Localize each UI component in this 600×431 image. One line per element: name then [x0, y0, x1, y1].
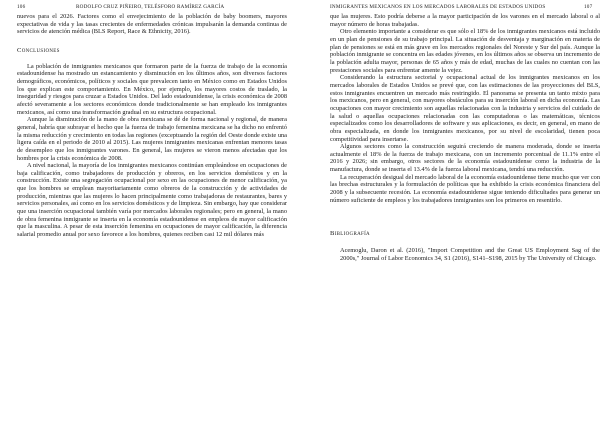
paragraph: Aunque la disminución de la mano de obra mexicana se dé de forma nacional y regional, de manera general, habría que subrayar el hecho que la fuerza de trabajo femenina mexicana se ha dicho no enfrentó la misma reducción y crecimiento en todas las regiones (exceptuando la región del Oeste donde existe una ligera caída en el periodo de 2010 al 2015). Las mujeres inmigrantes mexicanas enfrentan menores tasas de desempleo que los inmigrantes varones. En general, las mujeres se vieron menos afectadas que los hombres por la crisis económica de 2008. — [17, 116, 287, 162]
intro-paragraph: que las mujeres. Esto podría deberse a la mayor participación de los varones en el mercado laboral o al mayor número de horas trabajadas. — [330, 13, 600, 28]
intro-paragraph: nuevos para el 2026. Factores como el envejecimiento de la población de baby boomers, mayores expectativas de vida y las tasas crecientes de enfermedades crónicas impulsarán la demanda continua de servicios de atención médica (BLS Report, Race & Ethnicity, 2016). — [17, 13, 287, 36]
paragraph: Considerando la estructura sectorial y ocupacional actual de los inmigrantes mexicanos en los mercados laborales de Estados Unidos se prevé que, con las estimaciones de las proyecciones del BLS, estos inmigrantes encuentren un mercado más restringido. El panorama se presenta un tanto mixto para los mexicanos, pero en general, con mayores obstáculos para su inserción laboral en dicha economía. Las ocupaciones con mayor crecimiento son aquellas relacionadas con la industria y servicios del cuidado de la salud o aquellas ocupaciones relacionadas con las computadoras o las matemáticas, técnicos especializados como los desarrolladores de software y sus aplicaciones, es decir, en general, en mano de obra especializada, en donde los inmigrantes mexicanos, por su nivel de escolaridad, tienen poca competitividad para insertarse. — [330, 74, 600, 143]
paragraph: La población de inmigrantes mexicanos que formaron parte de la fuerza de trabajo de la economía estadounidense ha mostrado un estancamiento y disminución en los últimos años, son diversos factores demográficos, económicos, políticos y sociales que prevalecen tanto en México como en Estados Unidos los que explican este comportamiento. En México, por ejemplo, los mayores costos de traslado, la inseguridad y riesgos para cruzar a Estados Unidos. Del lado estadounidense, la crisis económica de 2008 afectó severamente a los sectores económicos donde tradicionalmente se han empleado los inmigrantes mexicanos, así como una transformación gradual en su estructura ocupacional. — [17, 62, 287, 116]
reference-entry: Acemoglu, Daron et al. (2016), "Import Competition and the Great US Employment Sag of the 2000s," Journal of Labor Economics 34, S1 (2016), S141–S198, 2015 by The University of Chicago. — [340, 247, 600, 262]
paragraph: La recuperación desigual del mercado laboral de la economía estadounidense tiene mucho que ver con las brechas estructurales y la formulación de políticas que ha exhibido la crisis económica financiera del 2008 y la subsecuente recesión. La economía estadounidense sigue teniendo dificultades para generar un número suficiente de empleos y los trabajadores inmigrantes son los primeros en resentirlo. — [330, 173, 600, 204]
paragraph: Otro elemento importante a considerar es que sólo el 18% de los inmigrantes mexicanos está incluido en un plan de pensiones de su trabajo principal. La situación de desventaja y marginación en materia de plan de pensiones se está en más grave en los mercados regionales del Noreste y Sur del país. Aunque la población inmigrante se concentra en las edades jóvenes, en los últimos años se observa un incremento de la población adulta mayor, personas de 65 años y más de edad, muchas de las cuales no cuentan con las prestaciones sociales para enfrentar amente la vejez. — [330, 28, 600, 74]
page-number: 106 — [17, 4, 26, 10]
section-heading: Conclusiones — [17, 46, 60, 54]
text-column — [330, 13, 600, 262]
running-head: INMIGRANTES MEXICANOS EN LOS MERCADOS LABORALES DE ESTADOS UNIDOS — [330, 4, 546, 10]
paragraph: A nivel nacional, la mayoría de los inmigrantes mexicanos continúan empleándose en ocupaciones de baja calificación, como trabajadores de producción y obreros, en los servicios domésticos y en la construcción. Existe una segregación ocupacional por sexo en las ocupaciones de menor calificación, ya que los hombres se emplean mayoritariamente como obreros de la construcción y de actividades de producción, mientras que las mujeres lo hacen principalmente como trabajadoras de restaurantes, bares y servicios personales, así como en los servicios domésticos y de limpieza. Sin embargo, hay que considerar que una inserción ocupacional también varía por mercados laborales regionales; pero en general, la mano de obra femenina inmigrante se inserta en la economía estadounidense en empleos de mayor calificación que la masculina. A pesar de esta inserción femenina en ocupaciones de mayor calificación, la diferencia salarial promedio anual por sexo favorece a los hombres, quienes reciben casi 12 mil dólares más — [17, 162, 287, 239]
bibliography-heading: Bibliografía — [330, 230, 370, 238]
page-number: 107 — [584, 4, 593, 10]
paragraph: Algunos sectores como la construcción seguirá creciendo de manera moderada, donde se inserta actualmente el 18% de la fuerza de trabajo mexicana, con un incremento porcentual de 11.1% entre el 2016 y 2026; sin embargo, otros sectores de la economía estadounidense como la industria de la manufactura, donde se inserta el 13.4% de la fuerza laboral mexicana, tendrá una reducción. — [330, 143, 600, 174]
running-head: RODOLFO CRUZ PIÑEIRO, TELÉSFORO RAMÍREZ GARCÍA — [76, 4, 225, 10]
right-page — [300, 0, 600, 431]
text-column — [17, 13, 287, 239]
